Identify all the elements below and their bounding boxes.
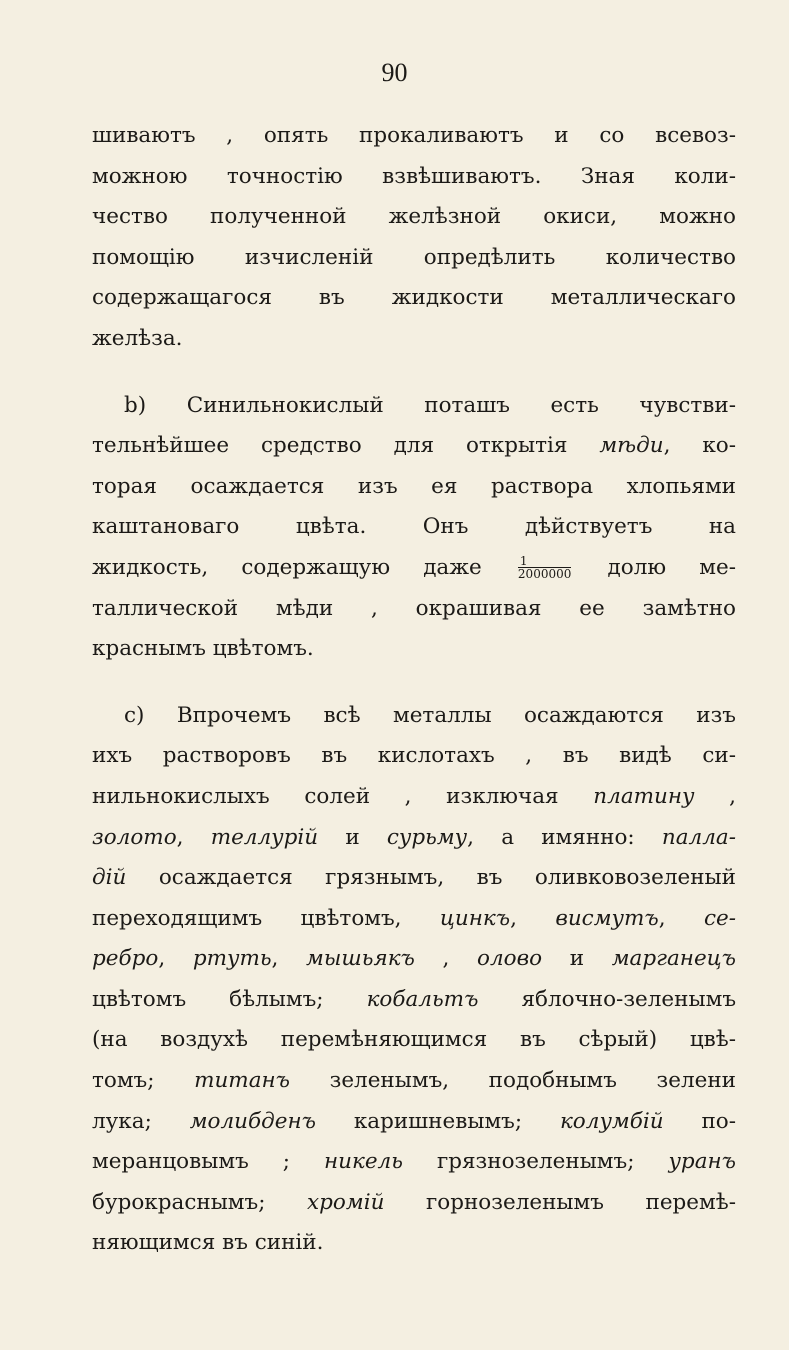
text-line: лука; молибденъ каришневымъ; колумбій по- [92, 1108, 737, 1134]
text-line: переходящимъ цвѣтомъ, цинкъ, висмутъ, се- [92, 905, 736, 931]
italic-term: ребро [92, 946, 159, 972]
text-line: бурокраснымъ; хромій горнозеленымъ перемѣ- [92, 1189, 736, 1215]
text-line: няющимся въ синій. [92, 1230, 324, 1256]
italic-term: никель [323, 1149, 403, 1175]
text-line: помощію изчисленій опредѣлить количество [92, 244, 736, 270]
fraction: $\frac{1}{2000000}$ [517, 554, 572, 582]
italic-term: золото [92, 824, 177, 850]
text-line: таллической мѣди , окрашивая ее замѣтно [92, 595, 736, 621]
text-line: дій осаждается грязнымъ, въ оливковозеленый [92, 865, 736, 891]
text-line: торая осаждается изъ ея раствора хлопьями [92, 473, 736, 499]
italic-term: олово [477, 946, 543, 972]
text-line: жидкость, содержащую даже $\frac{1}{2000000}$ долю ме- [92, 554, 736, 582]
italic-term: марганецъ [611, 946, 737, 972]
italic-term: уранъ [668, 1149, 736, 1175]
text-line: b) Синильнокислый поташъ есть чувстви- [124, 392, 736, 418]
italic-term: палла- [661, 824, 737, 850]
italic-term: платину [593, 783, 695, 809]
italic-term: ртуть [192, 946, 272, 972]
text-line: цвѣтомъ бѣлымъ; кобальтъ яблочно-зеленымъ [92, 986, 736, 1012]
text-line: содержащагося въ жидкости металлическаго [92, 285, 736, 311]
italic-term: теллурій [210, 824, 319, 850]
page-number: 90 [381, 58, 408, 87]
text-line: каштановаго цвѣта. Онъ дѣйствуетъ на [92, 514, 736, 540]
italic-term: кобальтъ [366, 986, 479, 1012]
italic-term: мѣди [599, 433, 664, 459]
text-line: можною точностію взвѣшиваютъ. Зная коли- [92, 163, 736, 189]
text-line: ребро, ртуть, мышьякъ , олово и марганецъ [92, 946, 737, 972]
text-line: желѣза. [92, 325, 183, 351]
text-line: ихъ растворовъ въ кислотахъ , въ видѣ си- [92, 743, 736, 769]
text-line: меранцовымъ ; никель грязнозеленымъ; уранъ [92, 1149, 736, 1175]
italic-term: титанъ [194, 1068, 291, 1094]
text-line: c) Впрочемъ всѣ металлы осаждаются изъ [124, 702, 736, 728]
text-line: (на воздухѣ перемѣняющимся въ сѣрый) цвѣ- [92, 1027, 736, 1053]
italic-term: хромій [307, 1189, 385, 1215]
italic-term: цинкъ [439, 905, 511, 931]
text-line: краснымъ цвѣтомъ. [92, 636, 314, 662]
text-line: томъ; титанъ зеленымъ, подобнымъ зелени [92, 1068, 737, 1094]
italic-term: молибденъ [189, 1108, 316, 1134]
text-line: чество полученной желѣзной окиси, можно [92, 204, 736, 230]
text-line: тельнѣйшее средство для открытія мѣди, ко- [92, 433, 736, 459]
text-line: золото, теллурій и сурьму, а имянно: палла- [92, 824, 737, 850]
page-text [92, 116, 736, 1264]
italic-term: колумбій [559, 1108, 664, 1134]
italic-term: висмутъ [555, 905, 659, 931]
italic-term: мышьякъ [306, 946, 415, 972]
italic-term: дій [92, 865, 127, 891]
text-line: шиваютъ , опять прокаливаютъ и со всевоз- [92, 123, 736, 148]
italic-term: се- [703, 905, 736, 931]
text-line: нильнокислыхъ солей , изключая платину , [92, 783, 736, 809]
italic-term: сурьму [386, 824, 468, 850]
